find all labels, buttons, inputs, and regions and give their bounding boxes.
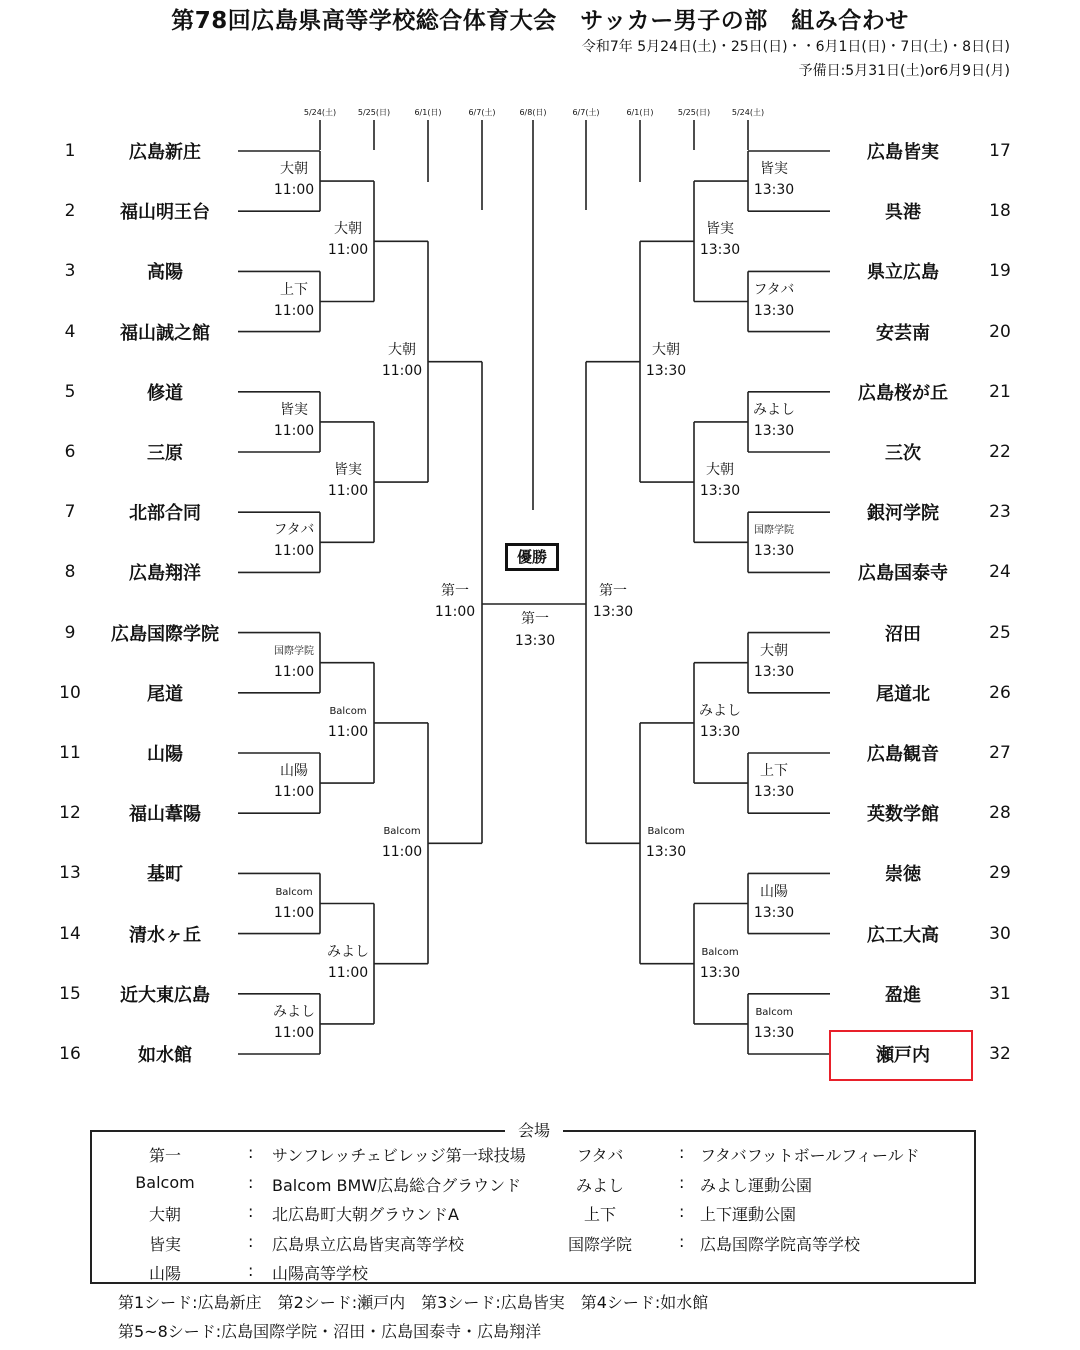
match-venue: 大朝 bbox=[280, 161, 308, 178]
match-label bbox=[320, 942, 376, 984]
seed-line-2: 第5~8シード:広島国際学院・沼田・広島国泰寺・広島翔洋 bbox=[118, 1322, 542, 1341]
venue-full-name: フタバフットボールフィールド bbox=[700, 1146, 920, 1165]
seed-number: 32 bbox=[989, 1044, 1011, 1064]
match-label bbox=[374, 821, 430, 863]
match-time: 13:30 bbox=[645, 844, 687, 861]
seed-number: 28 bbox=[989, 803, 1011, 824]
seed-number: 9 bbox=[64, 622, 76, 643]
venue-colon: : bbox=[248, 1231, 254, 1251]
team-name: 広島国泰寺 bbox=[858, 563, 948, 585]
match-venue: 皆実 bbox=[334, 462, 362, 479]
match-time: 11:00 bbox=[273, 1024, 315, 1041]
match-time: 13:30 bbox=[753, 182, 795, 199]
team-name: 福山明王台 bbox=[120, 202, 210, 224]
match-label bbox=[746, 159, 802, 201]
team-name: 英数学館 bbox=[867, 804, 939, 826]
team-name: 三次 bbox=[885, 443, 921, 464]
tournament-dates: 令和7年 5月24日(土)・25日(日)・・6月1日(日)・7日(土)・8日(日) bbox=[581, 39, 1010, 55]
seed-number: 20 bbox=[989, 321, 1011, 342]
venue-full-name: Balcom BMW広島総合グラウンド bbox=[272, 1175, 522, 1195]
match-venue: 大朝 bbox=[652, 341, 680, 358]
seed-number: 27 bbox=[989, 743, 1011, 763]
match-venue: みよし bbox=[327, 943, 369, 960]
team-name: 呉港 bbox=[885, 202, 921, 224]
match-venue: 山陽 bbox=[760, 883, 788, 900]
match-label bbox=[266, 761, 322, 803]
team-name: 沼田 bbox=[885, 623, 921, 645]
match-time: 11:00 bbox=[273, 302, 315, 319]
venue-colon: : bbox=[248, 1143, 254, 1162]
match-venue: 大朝 bbox=[334, 221, 362, 238]
match-label bbox=[638, 340, 694, 382]
match-venue: フタバ bbox=[273, 522, 315, 539]
seed-number: 6 bbox=[64, 442, 76, 462]
match-time: 13:30 bbox=[753, 904, 795, 921]
seed-number: 4 bbox=[64, 321, 76, 342]
team-name: 山陽 bbox=[147, 744, 183, 765]
venue-full-name: 山陽高等学校 bbox=[272, 1264, 369, 1283]
match-venue: 皆実 bbox=[760, 161, 788, 178]
match-time: 11:00 bbox=[327, 964, 369, 981]
match-time: 11:00 bbox=[273, 784, 315, 801]
seed-number: 31 bbox=[989, 983, 1011, 1004]
highlight-box bbox=[829, 1030, 973, 1081]
final-match-label bbox=[505, 608, 565, 652]
match-time: 11:00 bbox=[273, 663, 315, 680]
match-label bbox=[427, 581, 483, 623]
team-name: 盈進 bbox=[885, 984, 921, 1006]
match-time: 11:00 bbox=[273, 543, 315, 560]
match-label bbox=[692, 701, 748, 743]
seed-number: 29 bbox=[989, 863, 1011, 884]
match-label bbox=[374, 340, 430, 382]
team-name: 広島翔洋 bbox=[129, 563, 201, 585]
team-name: 安芸南 bbox=[876, 322, 930, 344]
seed-number: 30 bbox=[989, 923, 1011, 944]
team-name: 如水館 bbox=[138, 1045, 192, 1066]
match-label bbox=[266, 520, 322, 562]
team-name: 崇徳 bbox=[885, 864, 921, 886]
match-label bbox=[266, 280, 322, 322]
team-name: 尾道 bbox=[147, 683, 183, 705]
venue-short-name: みよし bbox=[575, 1175, 624, 1195]
seed-number: 2 bbox=[64, 201, 76, 222]
seed-number: 25 bbox=[989, 622, 1011, 643]
match-venue: みよし bbox=[273, 1003, 315, 1020]
venue-full-name: みよし運動公園 bbox=[700, 1175, 813, 1195]
team-name: 広島桜が丘 bbox=[858, 382, 948, 404]
page-title: 第78回広島県高等学校総合体育大会 サッカー男子の部 組み合わせ bbox=[171, 8, 909, 34]
match-venue: みよし bbox=[699, 702, 741, 719]
match-time: 13:30 bbox=[699, 242, 741, 259]
team-name: 広島新庄 bbox=[129, 142, 201, 163]
seed-number: 22 bbox=[989, 442, 1011, 462]
venue-short-name: 第一 bbox=[148, 1146, 181, 1165]
match-time: 13:30 bbox=[699, 964, 741, 981]
match-label bbox=[266, 641, 322, 683]
match-label bbox=[266, 400, 322, 442]
match-venue: 皆実 bbox=[280, 401, 308, 418]
match-label bbox=[585, 581, 641, 623]
venue-colon: : bbox=[248, 1172, 254, 1192]
team-name: 高陽 bbox=[147, 262, 183, 284]
team-name: 広島国際学院 bbox=[111, 623, 219, 645]
seed-number: 19 bbox=[989, 261, 1011, 282]
match-time: 11:00 bbox=[327, 242, 369, 259]
match-venue: フタバ bbox=[753, 281, 795, 298]
venue-legend-title: 会場 bbox=[505, 1118, 563, 1141]
seed-number: 21 bbox=[989, 381, 1011, 402]
venue-short-name: 国際学院 bbox=[567, 1234, 632, 1254]
seed-number: 26 bbox=[989, 682, 1011, 703]
team-name: 三原 bbox=[147, 443, 183, 464]
round-date-label: 5/25(日) bbox=[357, 108, 391, 117]
match-label bbox=[746, 641, 802, 683]
match-venue: 国際学院 bbox=[274, 645, 314, 657]
match-time: 13:30 bbox=[753, 543, 795, 560]
seed-number: 13 bbox=[59, 863, 81, 884]
match-label bbox=[638, 821, 694, 863]
match-time: 11:00 bbox=[381, 844, 423, 861]
match-time: 11:00 bbox=[273, 182, 315, 199]
match-time: 13:30 bbox=[645, 362, 687, 379]
venue-full-name: 広島県立広島皆実高等学校 bbox=[272, 1234, 465, 1254]
match-venue: Balcom bbox=[275, 886, 313, 898]
match-time: 11:00 bbox=[327, 723, 369, 740]
team-name: 瀬戸内 bbox=[876, 1045, 930, 1066]
match-time: 11:00 bbox=[327, 483, 369, 500]
team-name: 清水ヶ丘 bbox=[129, 924, 201, 946]
team-name: 県立広島 bbox=[867, 262, 939, 284]
match-label bbox=[266, 159, 322, 201]
match-venue: Balcom bbox=[647, 826, 685, 838]
team-name: 福山葦陽 bbox=[129, 804, 201, 826]
match-time: 13:30 bbox=[753, 302, 795, 319]
match-label bbox=[692, 219, 748, 261]
match-venue: 上下 bbox=[760, 763, 788, 780]
match-label bbox=[692, 460, 748, 502]
match-time: 13:30 bbox=[592, 603, 634, 620]
final-time: 13:30 bbox=[514, 633, 556, 649]
match-venue: 国際学院 bbox=[754, 525, 794, 537]
match-time: 13:30 bbox=[753, 784, 795, 801]
seed-number: 5 bbox=[64, 381, 76, 402]
team-name: 広島観音 bbox=[867, 744, 939, 765]
team-name: 修道 bbox=[147, 382, 183, 404]
team-name: 尾道北 bbox=[876, 683, 930, 705]
match-time: 11:00 bbox=[273, 422, 315, 439]
match-label bbox=[746, 1002, 802, 1044]
final-venue: 第一 bbox=[521, 611, 549, 627]
team-name: 北部合同 bbox=[129, 503, 201, 525]
match-venue: みよし bbox=[753, 401, 795, 418]
venue-full-name: 北広島町大朝グラウンドA bbox=[272, 1205, 459, 1224]
champion-box: 優勝 bbox=[505, 543, 559, 571]
seed-number: 24 bbox=[989, 562, 1011, 583]
seed-number: 12 bbox=[59, 803, 81, 824]
venue-short-name: 山陽 bbox=[148, 1264, 181, 1283]
venue-full-name: サンフレッチェビレッジ第一球技場 bbox=[272, 1146, 526, 1165]
round-date-label: 6/1(日) bbox=[414, 108, 442, 117]
seed-number: 18 bbox=[989, 201, 1011, 222]
round-date-label: 5/24(土) bbox=[303, 108, 337, 117]
match-time: 13:30 bbox=[753, 422, 795, 439]
team-name: 広島皆実 bbox=[867, 142, 939, 163]
round-date-label: 6/7(土) bbox=[572, 108, 600, 117]
seed-number: 17 bbox=[989, 141, 1011, 161]
seed-number: 7 bbox=[64, 502, 76, 523]
seed-number: 15 bbox=[59, 983, 81, 1004]
match-label bbox=[746, 400, 802, 442]
match-label bbox=[692, 942, 748, 984]
seed-number: 3 bbox=[64, 261, 76, 282]
round-date-label: 6/7(土) bbox=[468, 108, 496, 117]
match-label bbox=[266, 1002, 322, 1044]
round-date-label: 6/8(日) bbox=[519, 108, 547, 117]
team-name: 銀河学院 bbox=[867, 503, 939, 525]
match-label bbox=[320, 219, 376, 261]
match-venue: 皆実 bbox=[706, 221, 734, 238]
match-time: 11:00 bbox=[434, 603, 476, 620]
match-time: 13:30 bbox=[753, 1024, 795, 1041]
match-label bbox=[266, 882, 322, 924]
match-venue: Balcom bbox=[701, 946, 739, 958]
match-venue: 大朝 bbox=[706, 462, 734, 479]
team-name: 基町 bbox=[147, 864, 183, 886]
venue-colon: : bbox=[679, 1202, 685, 1221]
venue-colon: : bbox=[248, 1261, 254, 1280]
match-time: 13:30 bbox=[753, 663, 795, 680]
team-name: 広工大高 bbox=[867, 924, 939, 946]
match-time: 13:30 bbox=[699, 723, 741, 740]
team-name: 近大東広島 bbox=[120, 984, 210, 1006]
venue-short-name: 大朝 bbox=[148, 1205, 181, 1224]
match-label bbox=[746, 882, 802, 924]
venue-short-name: フタバ bbox=[576, 1146, 624, 1165]
venue-colon: : bbox=[679, 1172, 685, 1192]
seed-number: 23 bbox=[989, 502, 1011, 523]
match-time: 13:30 bbox=[699, 483, 741, 500]
seed-number: 8 bbox=[64, 562, 76, 583]
match-label bbox=[320, 460, 376, 502]
reserve-date: 予備日:5月31日(土)or6月9日(月) bbox=[798, 63, 1010, 79]
seed-line-1: 第1シード:広島新庄 第2シード:瀬戸内 第3シード:広島皆実 第4シード:如水館 bbox=[118, 1293, 709, 1312]
match-time: 11:00 bbox=[273, 904, 315, 921]
venue-colon: : bbox=[679, 1143, 685, 1162]
match-venue: 第一 bbox=[599, 582, 627, 599]
round-date-label: 6/1(日) bbox=[626, 108, 654, 117]
venue-short-name: 皆実 bbox=[148, 1234, 181, 1254]
match-venue: 第一 bbox=[441, 582, 469, 599]
venue-short-name: 上下 bbox=[583, 1205, 616, 1224]
venue-full-name: 広島国際学院高等学校 bbox=[700, 1234, 861, 1254]
venue-full-name: 上下運動公園 bbox=[700, 1205, 797, 1224]
venue-colon: : bbox=[679, 1231, 685, 1251]
venue-colon: : bbox=[248, 1202, 254, 1221]
match-venue: 大朝 bbox=[760, 642, 788, 659]
match-time: 11:00 bbox=[381, 362, 423, 379]
seed-number: 1 bbox=[64, 141, 76, 161]
match-venue: Balcom bbox=[755, 1006, 793, 1018]
seed-number: 14 bbox=[59, 923, 81, 944]
round-date-label: 5/24(土) bbox=[731, 108, 765, 117]
match-venue: 上下 bbox=[280, 281, 308, 298]
match-label bbox=[320, 701, 376, 743]
venue-short-name: Balcom bbox=[135, 1172, 195, 1192]
match-label bbox=[746, 520, 802, 562]
round-date-label: 5/25(日) bbox=[677, 108, 711, 117]
seed-number: 11 bbox=[59, 743, 81, 763]
match-label bbox=[746, 761, 802, 803]
team-name: 福山誠之館 bbox=[120, 322, 210, 344]
match-venue: 山陽 bbox=[280, 763, 308, 780]
seed-number: 16 bbox=[59, 1044, 81, 1064]
match-venue: Balcom bbox=[329, 705, 367, 717]
match-venue: 大朝 bbox=[388, 341, 416, 358]
match-venue: Balcom bbox=[383, 826, 421, 838]
match-label bbox=[746, 280, 802, 322]
seed-number: 10 bbox=[59, 682, 81, 703]
